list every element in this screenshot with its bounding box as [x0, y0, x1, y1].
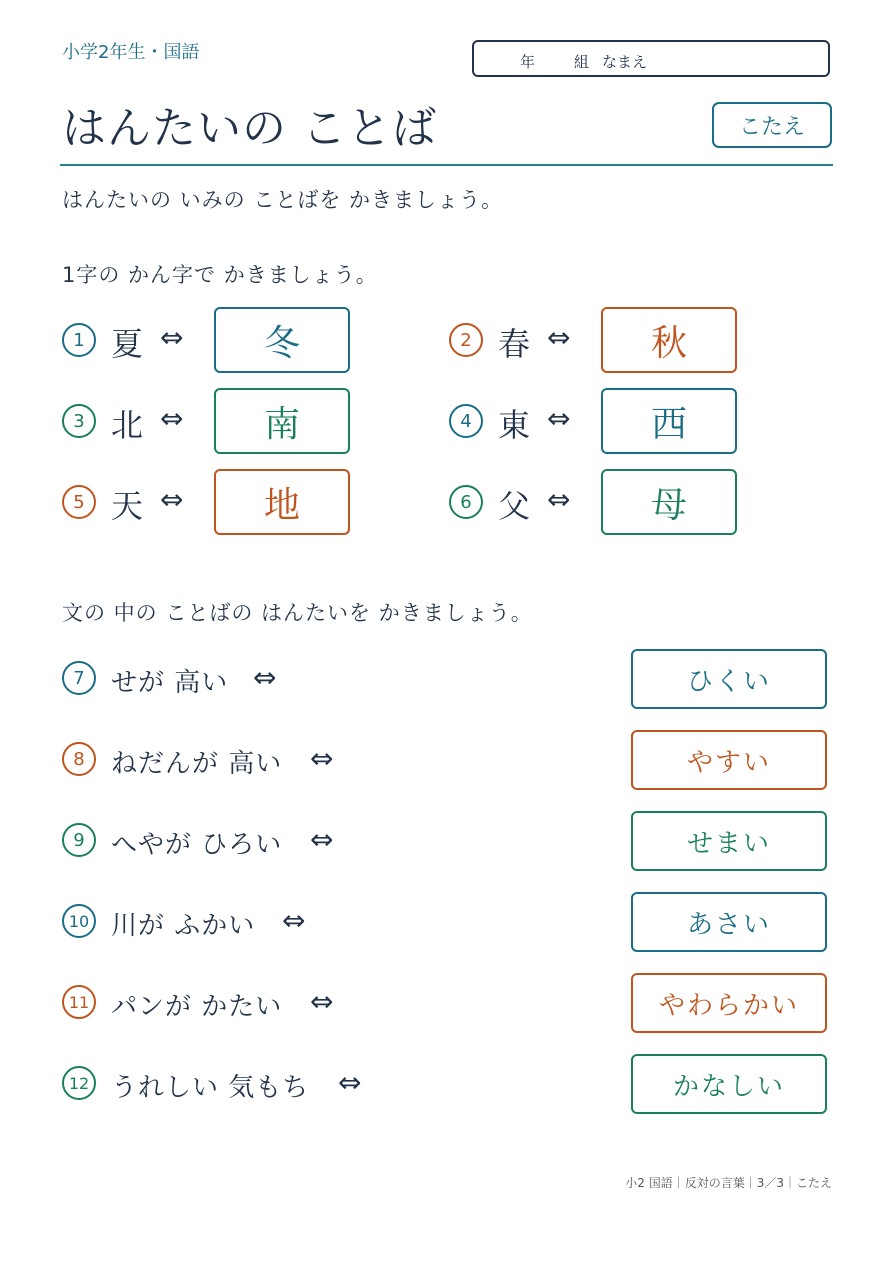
sentence-11: パンが かたい: [111, 992, 283, 1022]
number-circle-8: 8: [62, 742, 96, 776]
answer-box-8[interactable]: やすい: [631, 730, 827, 790]
opposite-arrow-icon: ⇔: [547, 402, 571, 435]
name-label: なまえ: [602, 53, 648, 71]
sentence-10: 川が ふかい: [111, 911, 256, 941]
number-circle-12: 12: [62, 1066, 96, 1100]
number-circle-6: 6: [449, 485, 483, 519]
opposite-arrow-icon: ⇔: [160, 483, 184, 516]
kanji-answer-box-4[interactable]: 西: [601, 388, 737, 454]
opposite-arrow-icon: ⇔: [547, 483, 571, 516]
section2-instruction: 文の 中の ことばの はんたいを かきましょう。: [62, 601, 533, 625]
opposite-arrow-icon: ⇔: [253, 661, 277, 694]
opposite-arrow-icon: ⇔: [282, 904, 306, 937]
kanji-word-6: 父: [498, 487, 531, 525]
number-circle-7: 7: [62, 661, 96, 695]
kanji-word-3: 北: [111, 406, 144, 444]
kanji-word-5: 天: [111, 487, 144, 525]
name-box[interactable]: [472, 40, 830, 77]
kanji-answer-box-5[interactable]: 地: [214, 469, 350, 535]
answer-box-12[interactable]: かなしい: [631, 1054, 827, 1114]
kanji-answer-box-3[interactable]: 南: [214, 388, 350, 454]
number-circle-3: 3: [62, 404, 96, 438]
kanji-word-4: 東: [498, 406, 531, 444]
grade-subject: 小学2年生・国語: [62, 42, 200, 63]
opposite-arrow-icon: ⇔: [547, 321, 571, 354]
sentence-7: せが 高い: [111, 668, 229, 698]
answer-box-9[interactable]: せまい: [631, 811, 827, 871]
class-label: 組: [574, 53, 590, 71]
number-circle-2: 2: [449, 323, 483, 357]
number-circle-10: 10: [62, 904, 96, 938]
sentence-12: うれしい 気もち: [111, 1073, 310, 1103]
answer-badge: こたえ: [712, 102, 832, 148]
kanji-answer-box-6[interactable]: 母: [601, 469, 737, 535]
number-circle-9: 9: [62, 823, 96, 857]
answer-box-7[interactable]: ひくい: [631, 649, 827, 709]
page-title: はんたいの ことば: [62, 103, 437, 154]
opposite-arrow-icon: ⇔: [338, 1066, 362, 1099]
kanji-answer-box-1[interactable]: 冬: [214, 307, 350, 373]
opposite-arrow-icon: ⇔: [160, 321, 184, 354]
intro-instruction: はんたいの いみの ことばを かきましょう。: [62, 188, 504, 212]
number-circle-1: 1: [62, 323, 96, 357]
title-divider: [60, 164, 833, 166]
opposite-arrow-icon: ⇔: [310, 985, 334, 1018]
kanji-word-2: 春: [498, 325, 531, 363]
number-circle-5: 5: [62, 485, 96, 519]
year-label: 年: [520, 53, 536, 71]
page-footer: 小2 国語｜反対の言葉｜3／3｜こたえ: [625, 1176, 832, 1190]
section1-instruction: 1字の かん字で かきましょう。: [62, 263, 378, 287]
opposite-arrow-icon: ⇔: [160, 402, 184, 435]
kanji-word-1: 夏: [111, 325, 144, 363]
kanji-answer-box-2[interactable]: 秋: [601, 307, 737, 373]
answer-box-11[interactable]: やわらかい: [631, 973, 827, 1033]
number-circle-11: 11: [62, 985, 96, 1019]
answer-box-10[interactable]: あさい: [631, 892, 827, 952]
number-circle-4: 4: [449, 404, 483, 438]
sentence-9: へやが ひろい: [111, 830, 283, 860]
opposite-arrow-icon: ⇔: [310, 823, 334, 856]
sentence-8: ねだんが 高い: [111, 749, 283, 779]
opposite-arrow-icon: ⇔: [310, 742, 334, 775]
